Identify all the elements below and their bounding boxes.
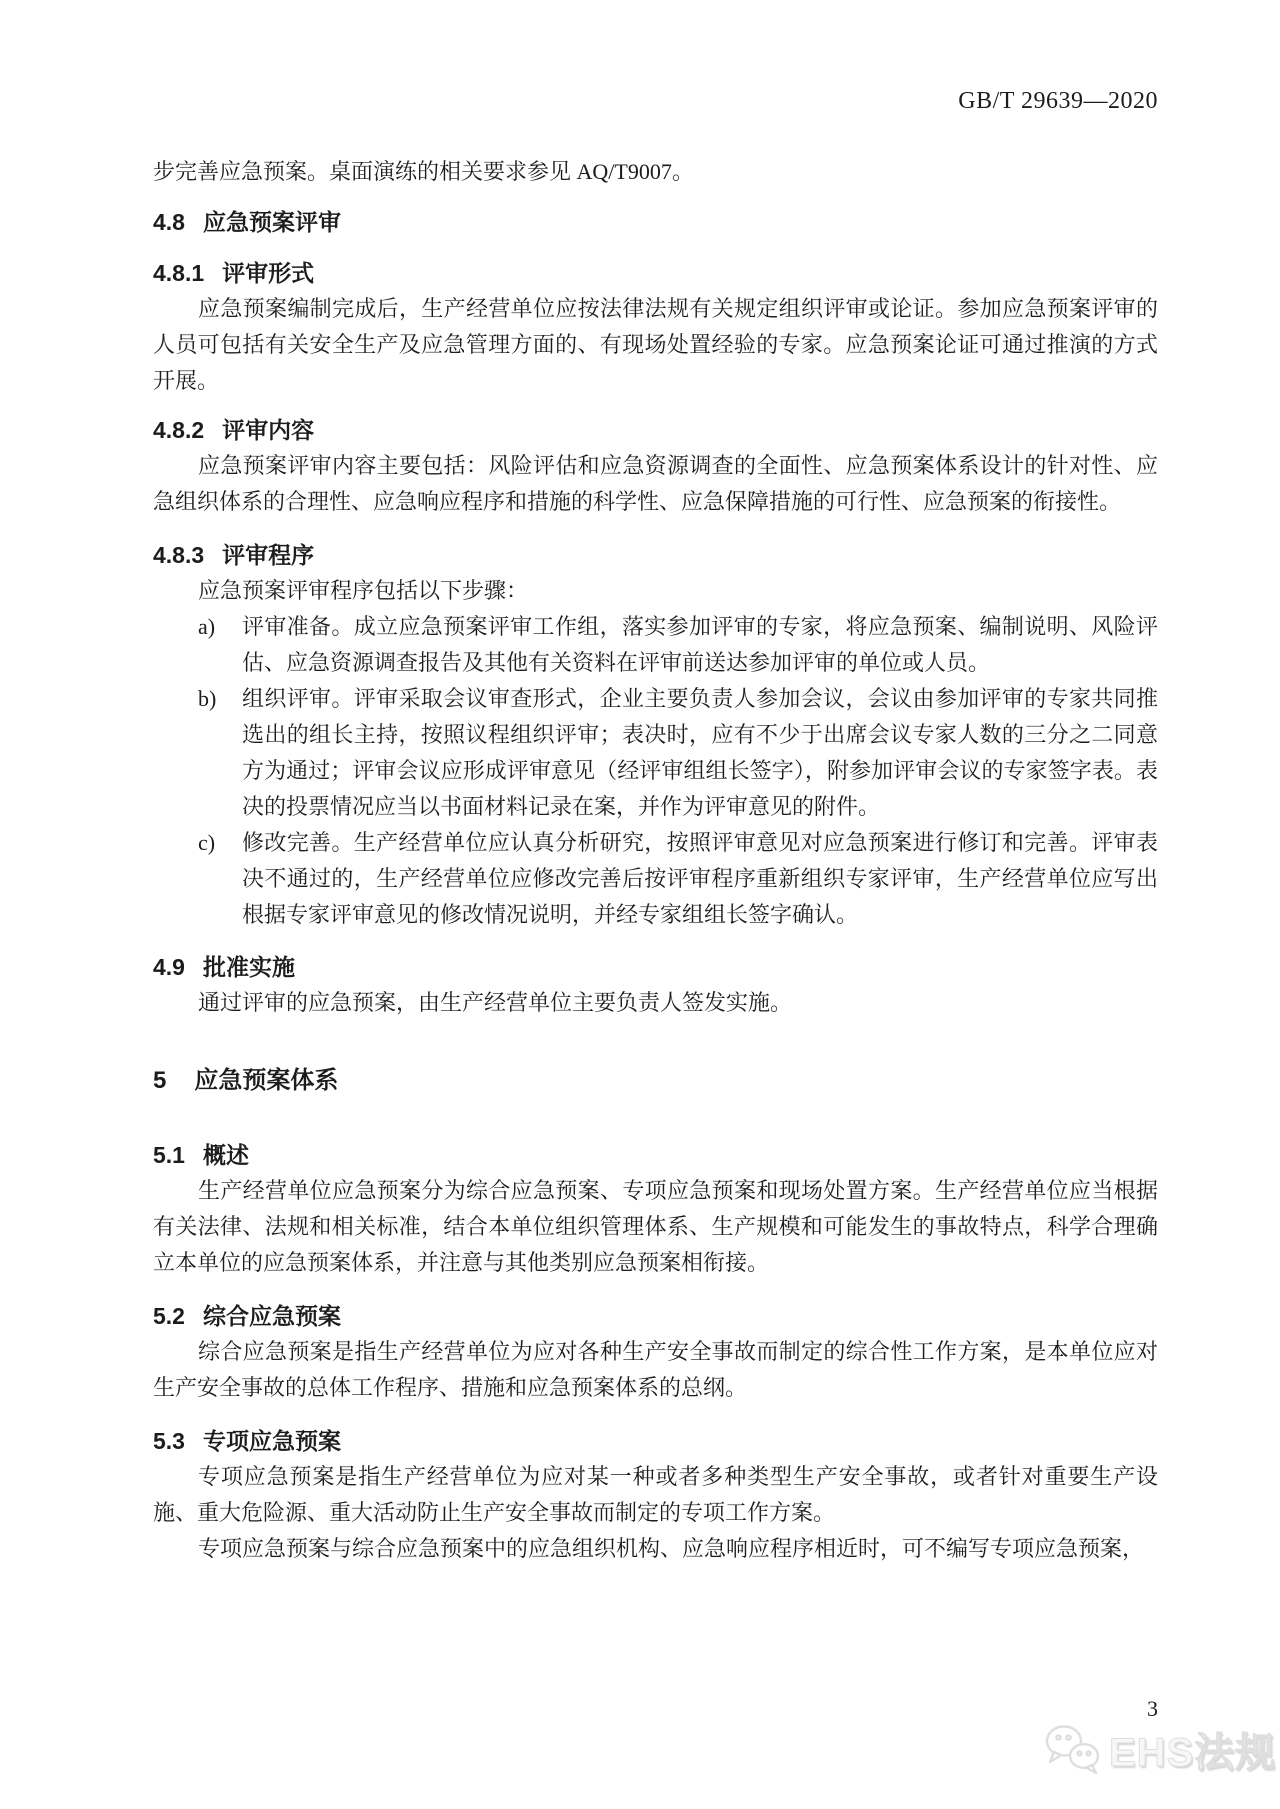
section-5-3-heading [153, 1423, 1158, 1459]
section-title: 评审程序 [222, 542, 315, 568]
paragraph-4-8-1: 应急预案编制完成后，生产经营单位应按法律法规有关规定组织评审或论证。参加应急预案评审的人员可包括有关安全生产及应急管理方面的、有现场处置经验的专家。应急预案论证可通过推演的方式开展。 [153, 296, 1158, 393]
list-item-text: 评审准备。成立应急预案评审工作组，落实参加评审的专家，将应急预案、编制说明、风险评估、应急资源调查报告及其他有关资料在评审前送达参加评审的单位或人员。 [242, 614, 1158, 675]
continued-paragraph: 步完善应急预案。桌面演练的相关要求参见 AQ/T9007。 [153, 159, 694, 184]
list-item-a [153, 609, 1158, 681]
list-item-label: a) [198, 614, 216, 639]
section-number: 5.1 [153, 1142, 185, 1168]
list-item-c [153, 825, 1158, 933]
section-title: 评审内容 [222, 417, 315, 443]
section-number: 4.8.1 [153, 260, 205, 286]
section-4-8-3-heading [153, 537, 1158, 573]
section-4-8-heading [153, 204, 1158, 240]
paragraph-4-9: 通过评审的应急预案，由生产经营单位主要负责人签发实施。 [198, 990, 793, 1015]
section-title: 专项应急预案 [202, 1428, 341, 1454]
section-4-8-1-heading [153, 255, 1158, 291]
watermark [1042, 1722, 1276, 1783]
section-title: 概述 [202, 1142, 249, 1168]
list-item-b [153, 681, 1158, 825]
chapter-title: 应急预案体系 [194, 1067, 339, 1094]
standard-number: GB/T 29639—2020 [958, 88, 1158, 114]
section-number: 4.8 [153, 209, 185, 235]
list-item-text: 修改完善。生产经营单位应认真分析研究，按照评审意见对应急预案进行修订和完善。评审表决不通过的，生产经营单位应修改完善后按评审程序重新组织专家评审，生产经营单位应写出根据专家评审意见的修改情况说明，并经专家组组长签字确认。 [242, 830, 1158, 927]
section-number: 4.9 [153, 954, 185, 980]
section-5-1-heading [153, 1137, 1158, 1173]
list-item-label: b) [198, 686, 217, 711]
section-number: 5.2 [153, 1303, 185, 1329]
watermark-text: EHS法规 [1109, 1730, 1277, 1775]
section-5-2-heading [153, 1298, 1158, 1334]
chapter-5-heading [153, 1063, 1158, 1099]
chapter-number: 5 [153, 1067, 167, 1094]
page-content [153, 154, 1158, 1567]
section-4-8-2-heading [153, 412, 1158, 448]
review-steps-list [153, 609, 1158, 933]
paragraph-5-3-2: 专项应急预案与综合应急预案中的应急组织机构、应急响应程序相近时，可不编写专项应急预案， [198, 1536, 1145, 1561]
section-title: 批准实施 [202, 954, 295, 980]
paragraph-4-8-3-lead: 应急预案评审程序包括以下步骤： [198, 578, 529, 603]
section-title: 应急预案评审 [202, 209, 341, 235]
page-number: 3 [1147, 1696, 1158, 1721]
section-number: 4.8.3 [153, 542, 205, 568]
wechat-icon [1042, 1722, 1104, 1783]
section-number: 5.3 [153, 1428, 185, 1454]
paragraph-5-2: 综合应急预案是指生产经营单位为应对各种生产安全事故而制定的综合性工作方案，是本单位应对生产安全事故的总体工作程序、措施和应急预案体系的总纲。 [153, 1339, 1158, 1400]
section-4-9-heading [153, 949, 1158, 985]
section-title: 综合应急预案 [202, 1303, 341, 1329]
paragraph-4-8-2: 应急预案评审内容主要包括：风险评估和应急资源调查的全面性、应急预案体系设计的针对性、应急组织体系的合理性、应急响应程序和措施的科学性、应急保障措施的可行性、应急预案的衔接性。 [153, 453, 1158, 514]
list-item-text: 组织评审。评审采取会议审查形式，企业主要负责人参加会议，会议由参加评审的专家共同推选出的组长主持，按照议程组织评审；表决时，应有不少于出席会议专家人数的三分之二同意方为通过；评审会议应形成评审意见（经评审组组长签字），附参加评审会议的专家签字表。表决的投票情况应当以书面材料记录在案，并作为评审意见的附件。 [242, 686, 1158, 819]
paragraph-5-3-1: 专项应急预案是指生产经营单位为应对某一种或者多种类型生产安全事故，或者针对重要生产设施、重大危险源、重大活动防止生产安全事故而制定的专项工作方案。 [153, 1464, 1158, 1525]
list-item-label: c) [198, 830, 216, 855]
section-title: 评审形式 [222, 260, 315, 286]
section-number: 4.8.2 [153, 417, 205, 443]
paragraph-5-1: 生产经营单位应急预案分为综合应急预案、专项应急预案和现场处置方案。生产经营单位应当根据有关法律、法规和相关标准，结合本单位组织管理体系、生产规模和可能发生的事故特点，科学合理确立本单位的应急预案体系，并注意与其他类别应急预案相衔接。 [153, 1178, 1158, 1275]
